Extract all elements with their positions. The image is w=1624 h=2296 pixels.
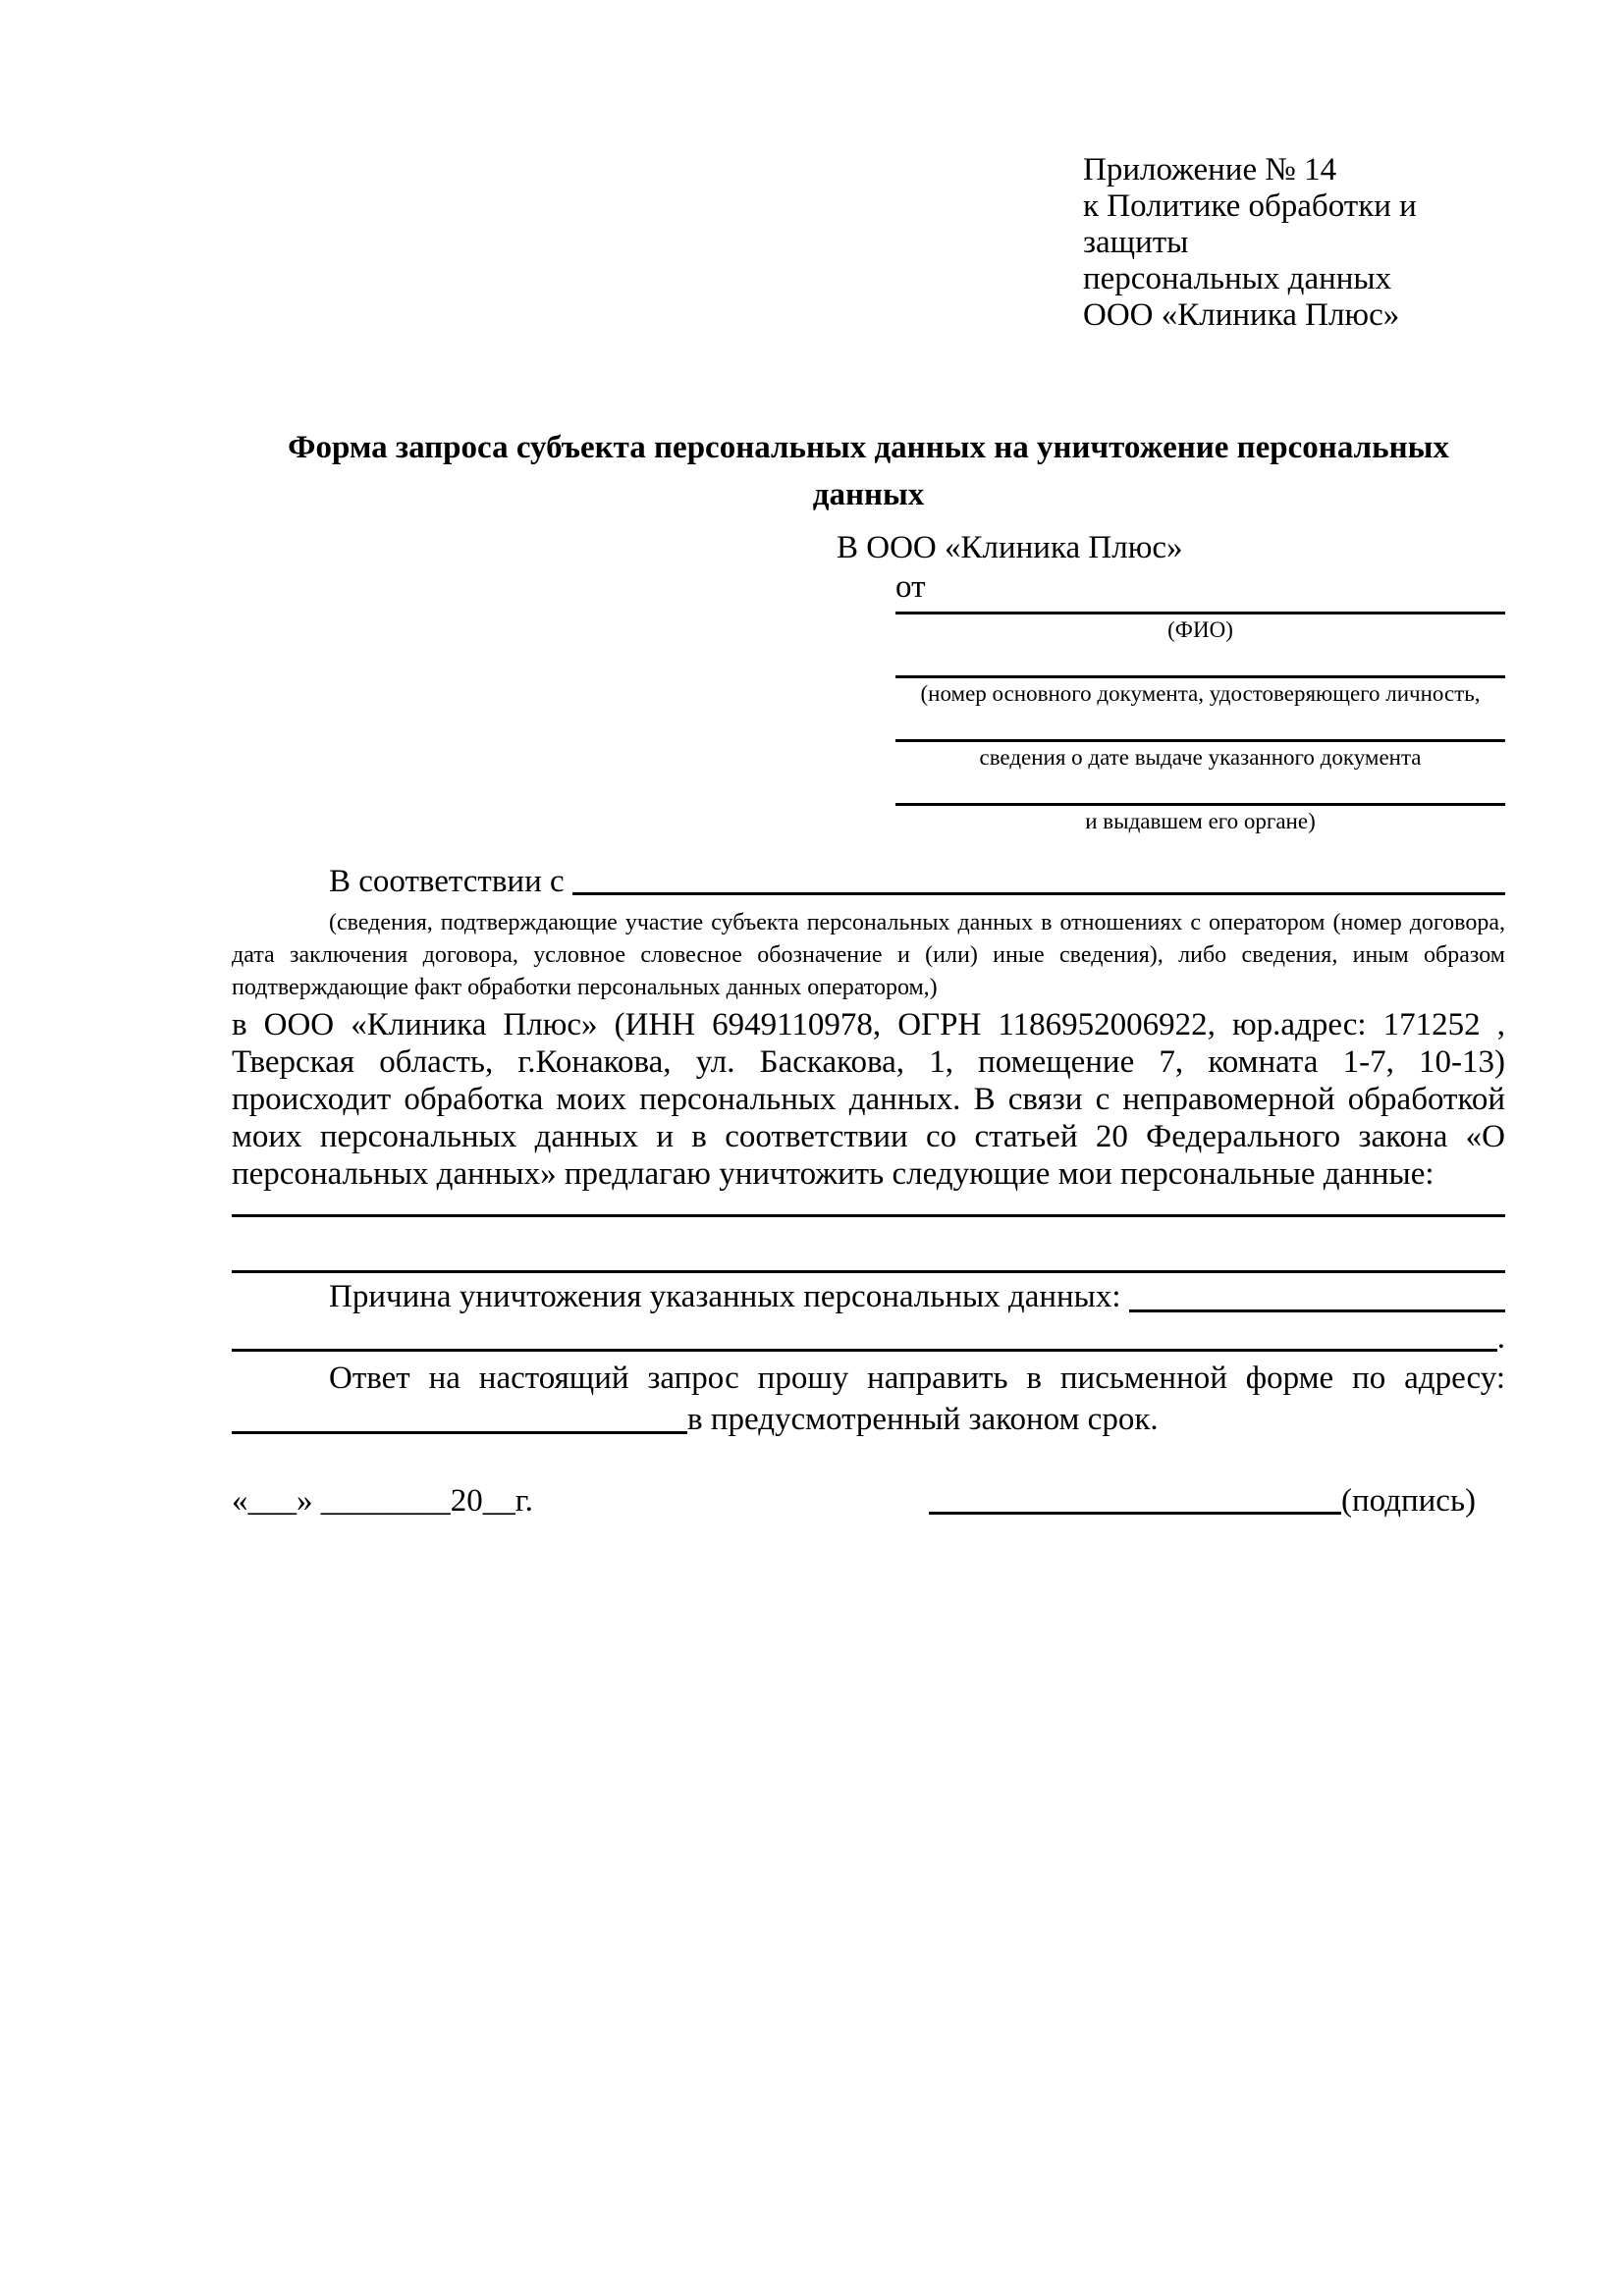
- blank-underline: [895, 607, 1505, 614]
- answer-tail-text: в предусмотренный законом срок.: [687, 1402, 1159, 1437]
- document-title: Форма запроса субъекта персональных данных на уничтожение персональных данных: [288, 430, 1449, 512]
- body-paragraph: в ООО «Клиника Плюс» (ИНН 6949110978, ОГРН 1186952006922, юр.адрес: 171252 , Тверская область, г.Конакова, ул. Баскакова, 1, помещение 7, комната 1-7, 10-13) происходит обработка моих персональных данных. В связи с неправомерной обработкой моих персональных данных и в соответствии со статьей 20 Федерального закона «О персональных данных» предлагаю уничтожить следующие мои персональные данные:: [232, 1007, 1505, 1192]
- appendix-line-2: к Политике обработки и защиты: [1083, 188, 1417, 260]
- appendix-line-4: ООО «Клиника Плюс»: [1083, 297, 1400, 333]
- sentence-period: .: [1496, 1320, 1505, 1356]
- accordance-row: [232, 862, 1505, 901]
- fill-field-full-name: [895, 607, 1505, 643]
- accordance-footnote: (сведения, подтверждающие участие субъекта персональных данных в отношениях с оператором (номер договора, дата заключения договора, условное словесное обозначение и (или) иные сведения), либо сведения, иным образом подтверждающие факт обработки персональных данных оператором,): [232, 910, 1505, 1000]
- date-signature-row: [232, 1481, 1505, 1521]
- blank-underline: [572, 892, 1505, 895]
- date-placeholder: «___» ________20__г.: [232, 1483, 533, 1519]
- reason-label: Причина уничтожения указанных персональных данных:: [329, 1279, 1121, 1314]
- answer-sentence: Ответ на настоящий запрос прошу направить в письменной форме по адресу:: [329, 1361, 1505, 1396]
- full-name-caption: (ФИО): [1167, 617, 1233, 642]
- identity-document-caption: (номер основного документа, удостоверяющего личность,: [920, 681, 1481, 706]
- reason-row: [232, 1275, 1505, 1318]
- blank-underline: [895, 670, 1505, 678]
- recipient-line: В ООО «Клиника Плюс»: [837, 530, 1183, 565]
- signature-underline: [929, 1512, 1341, 1515]
- blank-underline: [1129, 1309, 1505, 1312]
- appendix-line-1: Приложение № 14: [1083, 152, 1337, 187]
- accordance-label: В соответствии с: [329, 864, 565, 899]
- blank-underline-row-1: [232, 1214, 1505, 1217]
- blank-underline-row-2: [232, 1270, 1505, 1273]
- appendix-block: [1083, 152, 1505, 334]
- answer-address-row: [232, 1399, 1505, 1440]
- blank-underline: [232, 1431, 687, 1434]
- issue-date-caption: сведения о дате выдаче указанного документа: [979, 745, 1422, 770]
- blank-underline: [895, 798, 1505, 806]
- blank-underline: [232, 1349, 1497, 1352]
- fill-field-identity-document: [895, 670, 1505, 707]
- issuing-authority-caption: и выдавшем его органе): [1085, 809, 1316, 833]
- appendix-line-3: персональных данных: [1083, 261, 1392, 296]
- signature-group: [929, 1481, 1476, 1521]
- signature-caption: (подпись): [1341, 1483, 1476, 1519]
- fill-field-issuing-authority: [895, 798, 1505, 834]
- from-label: от: [895, 569, 926, 605]
- blank-underline: [895, 734, 1505, 742]
- fill-field-issue-date: [895, 734, 1505, 771]
- reason-continuation-row: [232, 1318, 1505, 1358]
